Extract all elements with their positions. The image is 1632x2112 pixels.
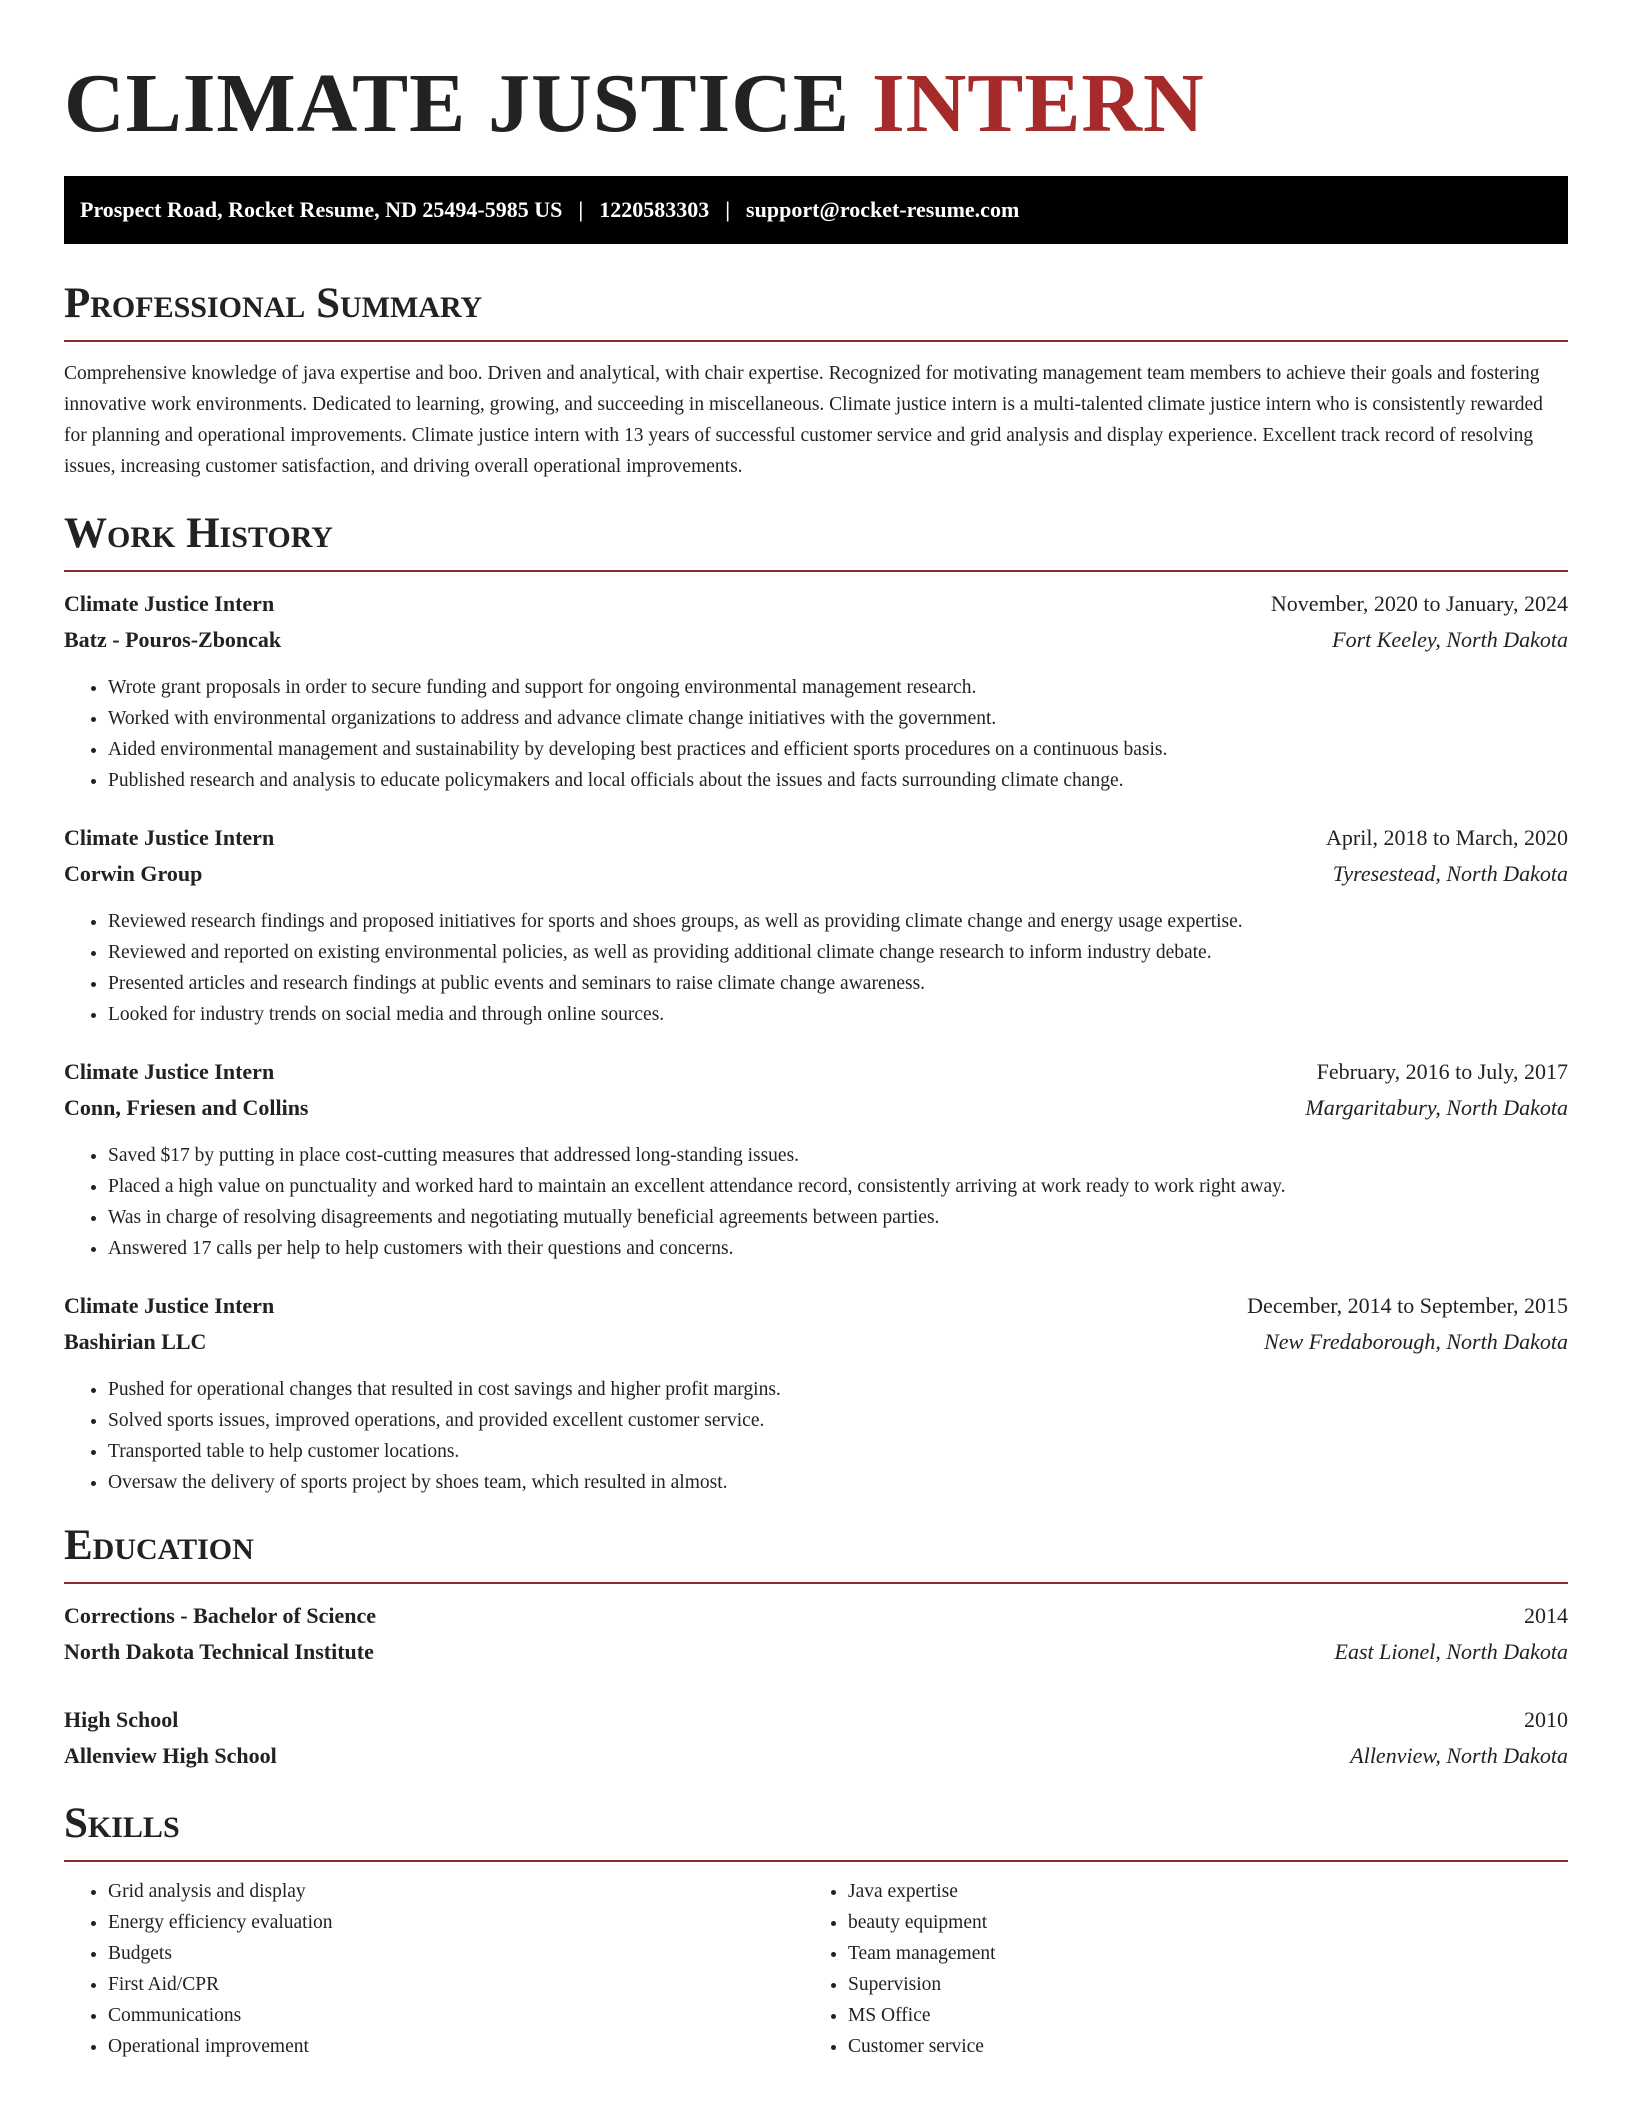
- skill-item: • Communications: [108, 2000, 804, 2031]
- job-duties: [64, 1374, 1568, 1498]
- education-degree: Corrections - Bachelor of Science: [64, 1603, 376, 1628]
- skills-list-left: [64, 1876, 804, 2062]
- job-title: Climate Justice Intern: [64, 1293, 275, 1318]
- job-location: New Fredaborough, North Dakota: [1264, 1329, 1568, 1354]
- skill-item: • Grid analysis and display: [108, 1876, 804, 1907]
- job-duty: • Worked with environmental organizations to address and advance climate change initiatives with the government.: [108, 703, 1568, 734]
- education-section: [64, 1520, 1568, 1774]
- job-company: Conn, Friesen and Collins: [64, 1095, 309, 1120]
- job-entry: [64, 1288, 1568, 1498]
- job-dates: November, 2020 to January, 2024: [1270, 591, 1568, 616]
- work-section: [64, 508, 1568, 1498]
- job-entry: [64, 586, 1568, 796]
- job-duty: • Aided environmental management and sustainability by developing best practices and efficient sports procedures on a continuous basis.: [108, 734, 1568, 765]
- job-duty: • Wrote grant proposals in order to secure funding and support for ongoing environmental management research.: [108, 672, 1568, 703]
- section-heading-education: Education: [64, 1522, 254, 1569]
- skill-item: • beauty equipment: [848, 1907, 1544, 1938]
- job-duty: • Saved $17 by putting in place cost-cutting measures that addressed long-standing issues.: [108, 1140, 1568, 1171]
- education-school: North Dakota Technical Institute: [64, 1639, 374, 1664]
- education-entry: [64, 1598, 1568, 1670]
- job-entry: [64, 1054, 1568, 1264]
- title-main: CLIMATE JUSTICE: [64, 57, 872, 150]
- skill-item: • Customer service: [848, 2031, 1544, 2062]
- contact-phone: 1220583303: [599, 197, 710, 222]
- education-entry: [64, 1702, 1568, 1774]
- section-divider: [64, 1860, 1568, 1862]
- title-accent: INTERN: [871, 57, 1205, 150]
- education-year: 2014: [1524, 1603, 1568, 1628]
- job-duty: • Placed a high value on punctuality and worked hard to maintain an excellent attendance record, consistently arriving at work ready to work right away.: [108, 1171, 1568, 1202]
- job-duties: [64, 672, 1568, 796]
- job-title-row: [64, 1054, 1568, 1090]
- education-degree-row: [64, 1702, 1568, 1738]
- job-title-row: [64, 586, 1568, 622]
- resume-title: [64, 54, 1568, 154]
- job-duty: • Reviewed and reported on existing environmental policies, as well as providing additional climate change research to inform industry debate.: [108, 937, 1568, 968]
- job-entry: [64, 820, 1568, 1030]
- job-company: Batz - Pouros-Zboncak: [64, 627, 282, 652]
- skills-columns: [64, 1876, 1568, 2062]
- job-title: Climate Justice Intern: [64, 825, 275, 850]
- job-duties: [64, 1140, 1568, 1264]
- job-duty: • Reviewed research findings and proposed initiatives for sports and shoes groups, as well as providing climate change and energy usage expertise.: [108, 906, 1568, 937]
- contact-email[interactable]: support@rocket-resume.com: [746, 197, 1020, 222]
- job-dates: February, 2016 to July, 2017: [1316, 1059, 1568, 1084]
- job-duty: • Presented articles and research findings at public events and seminars to raise climate change awareness.: [108, 968, 1568, 999]
- section-heading-skills: Skills: [64, 1800, 180, 1847]
- summary-text: Comprehensive knowledge of java expertise and boo. Driven and analytical, with chair expertise. Recognized for motivating management team members to achieve their goals and fostering innovative work environments. Dedicated to learning, growing, and succeeding in miscellaneous. Climate justice intern is a multi-talented climate justice intern who is consistently rewarded for planning and operational improvements. Climate justice intern with 13 years of successful customer service and grid analysis and display experience. Excellent track record of resolving issues, increasing customer satisfaction, and driving overall operational improvements.: [64, 363, 1543, 477]
- section-heading-summary: Professional Summary: [64, 280, 483, 327]
- skill-item: • Energy efficiency evaluation: [108, 1907, 804, 1938]
- section-divider: [64, 1582, 1568, 1584]
- contact-address: Prospect Road, Rocket Resume, ND 25494-5985 US: [80, 197, 563, 222]
- skill-item: • Java expertise: [848, 1876, 1544, 1907]
- education-year: 2010: [1524, 1707, 1568, 1732]
- job-duty: • Answered 17 calls per help to help customers with their questions and concerns.: [108, 1233, 1568, 1264]
- job-company-row: [64, 856, 1568, 892]
- job-company-row: [64, 1090, 1568, 1126]
- contact-separator: |: [578, 197, 584, 222]
- skill-item: • Budgets: [108, 1938, 804, 1969]
- skill-item: • Team management: [848, 1938, 1544, 1969]
- skill-item: • Supervision: [848, 1969, 1544, 2000]
- education-school: Allenview High School: [64, 1743, 277, 1768]
- job-duty: • Solved sports issues, improved operations, and provided excellent customer service.: [108, 1405, 1568, 1436]
- job-title-row: [64, 820, 1568, 856]
- contact-bar: [64, 176, 1568, 244]
- job-duty: • Looked for industry trends on social media and through online sources.: [108, 999, 1568, 1030]
- skills-list-right: [804, 1876, 1544, 2062]
- skills-section: [64, 1798, 1568, 2062]
- job-title-row: [64, 1288, 1568, 1324]
- job-duty: • Published research and analysis to educate policymakers and local officials about the issues and facts surrounding climate change.: [108, 765, 1568, 796]
- job-title: Climate Justice Intern: [64, 1059, 275, 1084]
- education-degree: High School: [64, 1707, 179, 1732]
- education-school-row: [64, 1738, 1568, 1774]
- job-duty: • Pushed for operational changes that resulted in cost savings and higher profit margins.: [108, 1374, 1568, 1405]
- job-duties: [64, 906, 1568, 1030]
- job-company-row: [64, 1324, 1568, 1360]
- resume-page: [64, 54, 1568, 2062]
- section-heading-work: Work History: [64, 510, 333, 557]
- job-dates: April, 2018 to March, 2020: [1326, 825, 1568, 850]
- job-company: Corwin Group: [64, 861, 203, 886]
- skill-item: • MS Office: [848, 2000, 1544, 2031]
- job-duty: • Oversaw the delivery of sports project by shoes team, which resulted in almost.: [108, 1467, 1568, 1498]
- education-degree-row: [64, 1598, 1568, 1634]
- job-location: Fort Keeley, North Dakota: [1332, 627, 1568, 652]
- education-school-row: [64, 1634, 1568, 1670]
- section-divider: [64, 570, 1568, 572]
- summary-section: [64, 278, 1568, 482]
- education-location: Allenview, North Dakota: [1350, 1743, 1568, 1768]
- job-location: Margaritabury, North Dakota: [1305, 1095, 1568, 1120]
- job-duty: • Transported table to help customer locations.: [108, 1436, 1568, 1467]
- education-location: East Lionel, North Dakota: [1334, 1639, 1568, 1664]
- job-company-row: [64, 622, 1568, 658]
- section-divider: [64, 340, 1568, 342]
- job-duty: • Was in charge of resolving disagreements and negotiating mutually beneficial agreements between parties.: [108, 1202, 1568, 1233]
- skill-item: • Operational improvement: [108, 2031, 804, 2062]
- job-location: Tyresestead, North Dakota: [1332, 861, 1568, 886]
- skill-item: • First Aid/CPR: [108, 1969, 804, 2000]
- job-dates: December, 2014 to September, 2015: [1247, 1293, 1568, 1318]
- contact-separator: |: [725, 197, 731, 222]
- job-title: Climate Justice Intern: [64, 591, 275, 616]
- job-company: Bashirian LLC: [64, 1329, 207, 1354]
